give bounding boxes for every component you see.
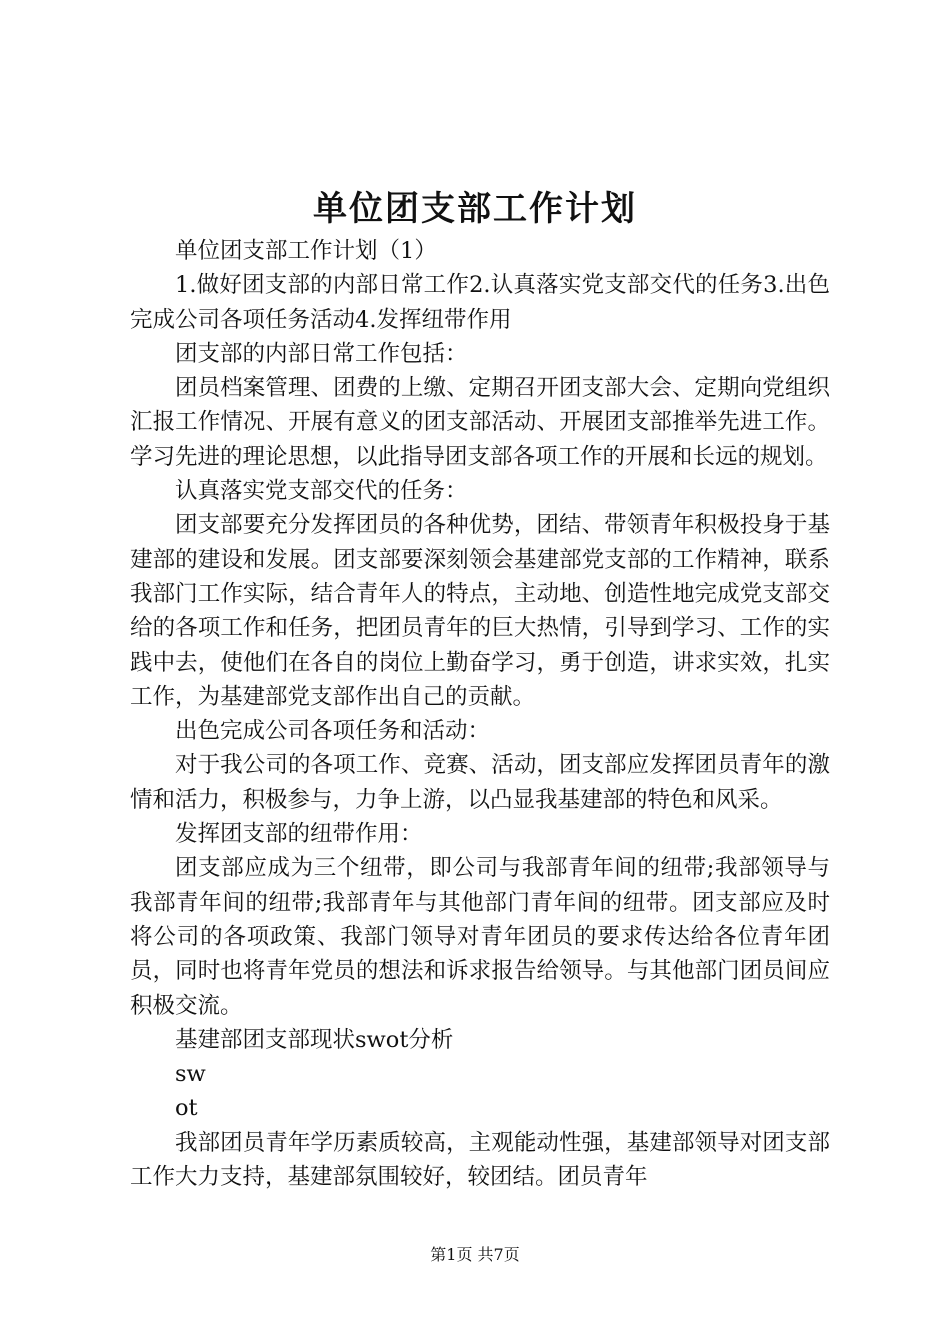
paragraph: 团员档案管理、团费的上缴、定期召开团支部大会、定期向党组织汇报工作情况、开展有意义的团支部活动、开展团支部推举先进工作。学习先进的理论思想，以此指导团支部各项工作的开展和长远的规划。 <box>130 375 830 470</box>
paragraph: 1.做好团支部的内部日常工作2.认真落实党支部交代的任务3.出色完成公司各项任务活动4.发挥纽带作用 <box>130 272 830 333</box>
paragraph: 团支部应成为三个纽带，即公司与我部青年间的纽带;我部领导与我部青年间的纽带;我部青年与其他部门青年间的纽带。团支部应及时将公司的各项政策、我部门领导对青年团员的要求传达给各位青年团员，同时也将青年党员的想法和诉求报告给领导。与其他部门团员间应积极交流。 <box>130 855 830 1019</box>
document-title: 单位团支部工作计划 <box>313 189 637 229</box>
paragraph: 认真落实党支部交代的任务： <box>175 478 468 505</box>
paragraph: sw <box>175 1061 206 1088</box>
paragraph: ot <box>175 1095 198 1122</box>
paragraph: 出色完成公司各项任务和活动： <box>175 718 491 745</box>
paragraph: 对于我公司的各项工作、竞赛、活动，团支部应发挥团员青年的激情和活力，积极参与，力争上游，以凸显我基建部的特色和风采。 <box>130 752 830 813</box>
paragraph: 我部团员青年学历素质较高，主观能动性强，基建部领导对团支部工作大力支持，基建部氛围较好，较团结。团员青年 <box>130 1129 830 1191</box>
paragraph: 团支部要充分发挥团员的各种优势，团结、带领青年积极投身于基建部的建设和发展。团支部要深刻领会基建部党支部的工作精神，联系我部门工作实际，结合青年人的特点，主动地、创造性地完成党支部交给的各项工作和任务，把团员青年的巨大热情，引导到学习、工作的实践中去，使他们在各自的岗位上勤奋学习，勇于创造，讲求实效，扎实工作，为基建部党支部作出自己的贡献。 <box>130 512 830 710</box>
paragraph: 发挥团支部的纽带作用： <box>175 821 423 848</box>
paragraph: 单位团支部工作计划（1） <box>175 238 437 264</box>
paragraph: 团支部的内部日常工作包括： <box>175 340 468 367</box>
document-body <box>130 234 830 1194</box>
page-footer: 第1页 共7页 <box>430 1245 520 1264</box>
paragraph: 基建部团支部现状swot分析 <box>175 1026 454 1053</box>
